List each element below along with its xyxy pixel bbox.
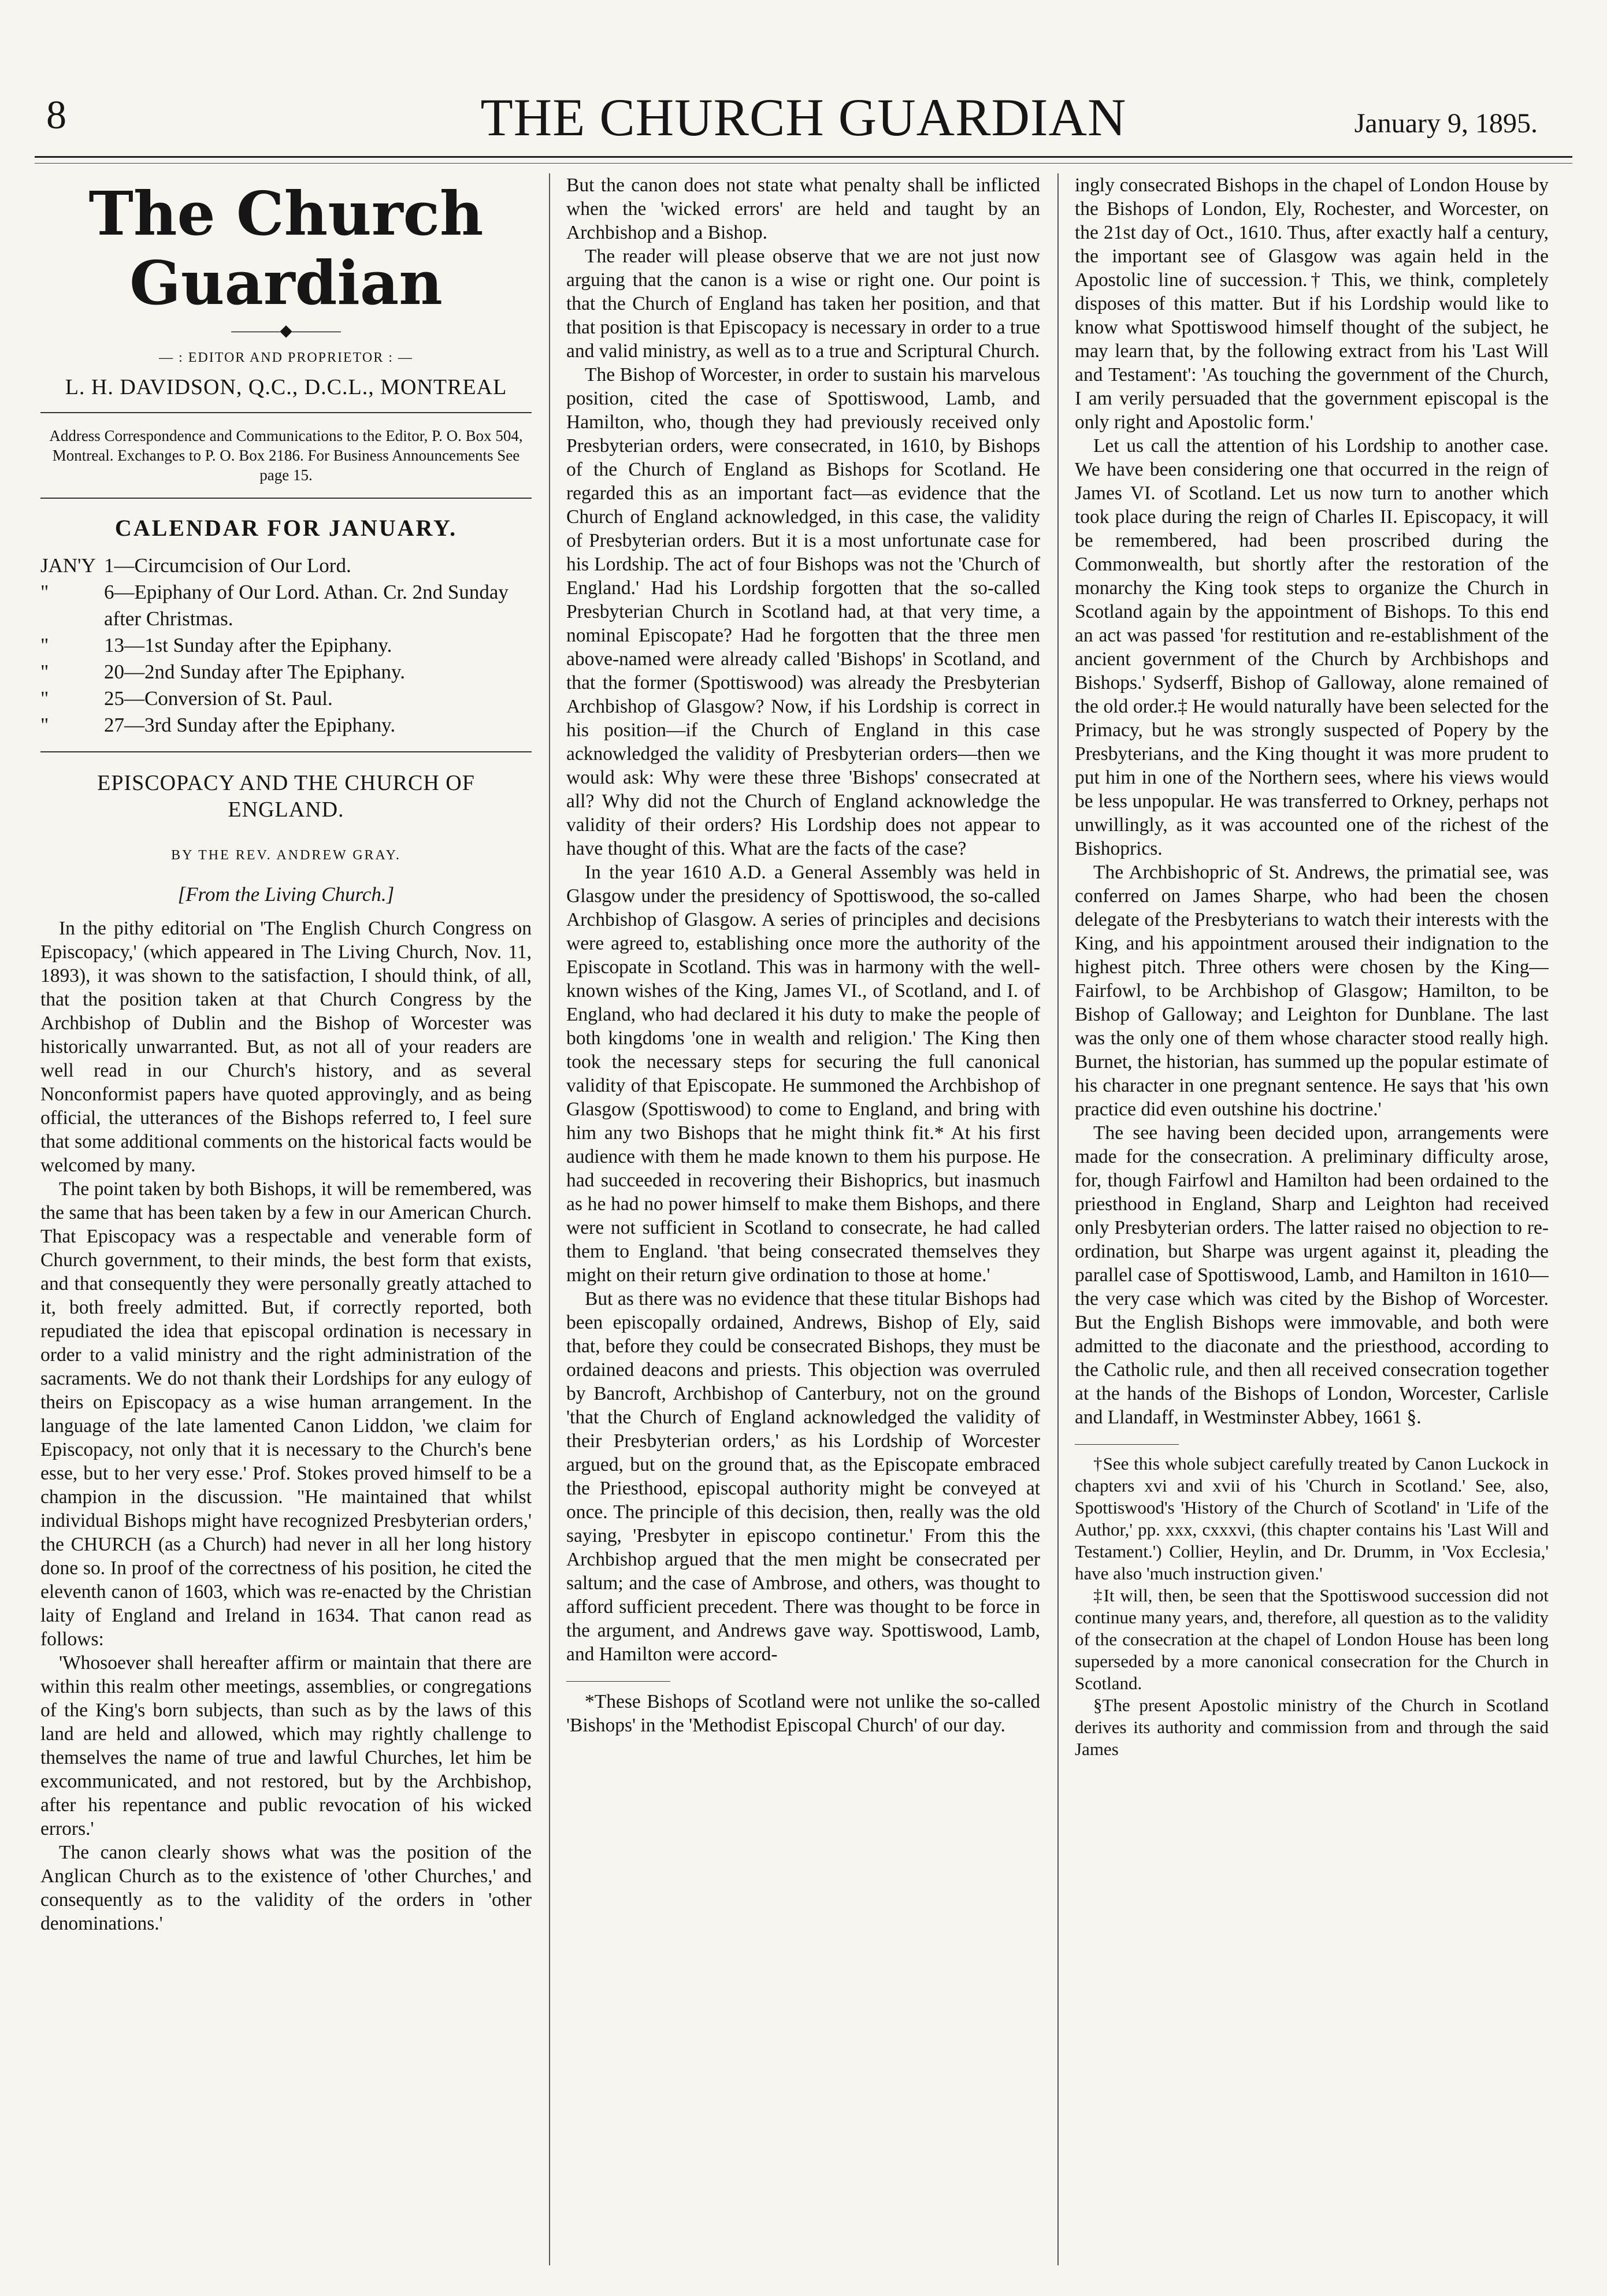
calendar-entry: " 13—1st Sunday after the Epiphany. bbox=[40, 634, 392, 656]
paragraph: The see having been decided upon, arrangements were made for the consecration. A preliminary difficulty arose, for, though Fairfowl and Hamilton had been ordained to the priesthood in England, Sharp and Leighton had received only Presbyterian orders. The latter raised no objection to re-ordination, but Sharpe was urgent against it, pleading the parallel case of Spottiswood, Lamb, and Hamilton in 1610—the very case which was cited by the Bishop of Worcester. But the English Bishops were immovable, and both were admitted to the diaconate and the priesthood, according to the Catholic rule, and then all received consecration together at the hands of the Bishops of London, Worcester, Carlisle and Llandaff, in Westminster Abbey, 1661 §. bbox=[1075, 1122, 1549, 1428]
editor-label: — : EDITOR AND PROPRIETOR : — bbox=[159, 350, 413, 365]
paragraph: But the canon does not state what penalty shall be inflicted when the 'wicked errors' are held and taught by an Archbishop and a Bishop. bbox=[566, 175, 1040, 243]
column-divider bbox=[1057, 173, 1059, 2265]
footnote: §The present Apostolic ministry of the Church in Scotland derives its authority and commission from and through the said James bbox=[1075, 1695, 1549, 1759]
paragraph: The reader will please observe that we are not just now arguing that the canon is a wise or right one. Our point is that the Church of England has taken her position, and that that position is that Episcopacy is necessary in order to a true and valid ministry, as well as to a true and Scriptural Church. bbox=[566, 246, 1040, 362]
calendar-entry: " 6—Epiphany of Our Lord. Athan. Cr. 2nd Sunday after Christmas. bbox=[40, 581, 509, 630]
paragraph: The point taken by both Bishops, it will be remembered, was the same that has been taken by a few in our American Church. That Episcopacy was a respectable and venerable form of Church government, to their minds, the best form that exists, and that consequently they were personally greatly attached to it, both freely admitted. But, if correctly reported, both repudiated the idea that episcopal ordination is necessary in order to a valid ministry and the right administration of the sacraments. We do not thank their Lordships for any eulogy of theirs on Episcopacy as a wise human arrangement. In the language of the late lamented Canon Liddon, 'we claim for Episcopacy, not only that it is necessary to the Church's bene esse, but to her very esse.' Prof. Stokes proved himself to be a champion in the discussion. "He maintained that whilst individual Bishops might have recognized Presbyterian orders,' the CHURCH (as a Church) had never in all her long history done so. In proof of the correctness of his position, he cited the eleventh canon of 1603, which was re-enacted by the Christian laity of England and Ireland in 1634. That canon read as follows: bbox=[40, 1178, 532, 1650]
page-number: 8 bbox=[46, 93, 66, 138]
column-2 bbox=[566, 173, 1040, 2277]
article-rule bbox=[40, 751, 532, 752]
paragraph: In the pithy editorial on 'The English Church Congress on Episcopacy,' (which appeared in The Living Church, Nov. 11, 1893), it was shown to the satisfaction, I should think, of all, that the position taken at that Church Congress by the Archbishop of Dublin and the Bishop of Worcester was historically unwarranted. But, as not all of your readers are well read in our Church's history, and as several Nonconformist papers have quoted approvingly, and as being official, the utterances of the Bishops referred to, I feel sure that some additional comments on the historical facts would be welcomed by many. bbox=[40, 918, 532, 1176]
paragraph: In the year 1610 A.D. a General Assembly was held in Glasgow under the presidency of Spottiswood, the so-called Archbishop of Glasgow. A series of principles and decisions were agreed to, establishing once more the authority of the Episcopate in Scotland. This was in harmony with the well-known wishes of the King, James VI., of Scotland, and I. of England, who had declared it his duty to make the people of both kingdoms 'one in wealth and religion.' The King then took the necessary steps for securing the full canonical validity of that Episcopate. He summoned the Archbishop of Glasgow (Spottiswood) to come to England, and bring with him any two Bishops that he might think fit.* At his first audience with them he made known to them his purpose. He had succeeded in recovering their Bishoprics, but inasmuch as he had no power himself to make them Bishops, and there were not sufficient in Scotland to consecrate, he had called them to England. 'that being consecrated themselves they might on their return give ordination to those at home.' bbox=[566, 862, 1040, 1286]
paragraph: 'Whosoever shall hereafter affirm or maintain that there are within this realm other meetings, assemblies, or congregations of the King's born subjects, than such as by the laws of this land are held and allowed, which may rightly challenge to themselves the name of true and lawful Churches, let him be excommunicated, and not restored, but by the Archbishop, after his repentance and public revocation of his wicked errors.' bbox=[40, 1652, 532, 1839]
column-1 bbox=[40, 173, 532, 2277]
paragraph: The canon clearly shows what was the position of the Anglican Church as to the existence of 'other Churches,' and consequently as to the validity of the orders in 'other denominations.' bbox=[40, 1842, 532, 1934]
footnote: ‡It will, then, be seen that the Spottiswood succession did not continue many years, and, therefore, all question as to the validity of the consecration at the chapel of London House has been long superseded by a more canonical consecration for the Church in Scotland. bbox=[1075, 1585, 1549, 1693]
address-note: Address Correspondence and Communications to the Editor, P. O. Box 504, Montreal. Exchanges to P. O. Box 2186. For Business Announcements See page 15. bbox=[49, 427, 523, 484]
calendar-heading: CALENDAR FOR JANUARY. bbox=[114, 515, 458, 541]
calendar-entry: " 25—Conversion of St. Paul. bbox=[40, 687, 333, 710]
calendar-rule bbox=[40, 498, 532, 499]
paragraph: The Bishop of Worcester, in order to sustain his marvelous position, cited the case of Spottiswood, Lamb, and Hamilton, who, though they had previously received only Presbyterian orders, were consecrated, in 1610, by Bishops of the Church of England as Bishops for Scotland. He regarded this as an important fact—as evidence that the Church of England acknowledged, in this case, the validity of Presbyterian orders. But it is a most unfortunate case for his Lordship. The act of four Bishops was not the 'Church of England.' Had his Lordship forgotten that the so-called Presbyterian Church in Scotland had, at that very time, a nominal Episcopate? Had he forgotten that the three men above-named were already called 'Bishops' in Scotland, and that the former (Spottiswood) was already the Presbyterian Archbishop of Glasgow? Now, if his Lordship is correct in his position—if the Church of England in this case acknowledged the validity of Presbyterian orders—then we would ask: Why were these three 'Bishops' consecrated at all? Why did not the Church of England acknowledge the validity of their orders? His Lordship does not appear to have thought of this. What are the facts of the case? bbox=[566, 364, 1040, 859]
page-header bbox=[35, 87, 1572, 150]
paragraph: ingly consecrated Bishops in the chapel of London House by the Bishops of London, Ely, Rochester, and Worcester, on the 21st day of Oct., 1610. Thus, after exactly half a century, the important see of Glasgow was again held in the Apostolic line of succession.† This, we think, completely disposes of this matter. But if his Lordship would like to know what Spottiswood himself thought of the subject, he may learn that, by the following extract from his 'Last Will and Testament': 'As touching the government of the Church, I am verily persuaded that the government episcopal is the only right and Apostolic form.' bbox=[1075, 175, 1549, 433]
footnote: †See this whole subject carefully treated by Canon Luckock in chapters xvi and xvii of his 'Church in Scotland.' See, also, Spottiswood's 'History of the Church of Scotland' in 'Life of the Author,' pp. xxx, cxxxvi, (this chapter contains his 'Last Will and Testament.') Collier, Heylin, and Dr. Drumm, in 'Vox Ecclesia,' have also 'much instruction given.' bbox=[1075, 1453, 1549, 1583]
calendar-entry: " 27—3rd Sunday after the Epiphany. bbox=[40, 714, 396, 736]
paper-title: THE CHURCH GUARDIAN bbox=[480, 88, 1127, 147]
paragraph: Let us call the attention of his Lordship to another case. We have been considering one that occurred in the reign of James VI. of Scotland. Let us now turn to another which took place during the reign of Charles II. Episcopacy, it will be remembered, had been proscribed during the Commonwealth, but shortly after the restoration of the monarchy the King took steps to organize the Church in Scotland again by the appointment of Bishops. To this end an act was passed 'for restitution and re-establishment of the ancient government of the Church by Archbishops and Bishops.' Sydserff, Bishop of Galloway, alone remained of the old order.‡ He would naturally have been selected for the Primacy, but he was strongly suspected of Popery by the Presbyterians, and the King thought it was more prudent to put him in one of the Northern sees, where his views would be less unpopular. He was transferred to Orkney, perhaps not unwillingly, as it was accounted one of the richest of the Bishoprics. bbox=[1075, 435, 1549, 859]
issue-date: January 9, 1895. bbox=[1354, 108, 1538, 139]
article-title: EPISCOPACY AND THE CHURCH OF ENGLAND. bbox=[97, 771, 475, 822]
column-3 bbox=[1075, 173, 1549, 2277]
calendar-entry: " 20—2nd Sunday after The Epiphany. bbox=[40, 661, 406, 683]
footnote-rule bbox=[1075, 1444, 1179, 1445]
ornament-rule: ———◆——— bbox=[231, 322, 341, 340]
footnotes bbox=[1075, 1453, 1549, 1760]
paragraph: The Archbishopric of St. Andrews, the primatial see, was conferred on James Sharpe, who had been the chosen delegate of the Presbyterians to watch their interests with the King, and his appointment aroused their indignation to the highest pitch. Three others were chosen by the King—Fairfowl, to be Archbishop of Glasgow; Hamilton, to be Bishop of Galloway; and Leighton for Dunblane. The last was the only one of them whose character stood really high. Burnet, the historian, has summed up the popular estimate of his character in one pregnant sentence. He says that 'his own practice did even outshine his doctrine.' bbox=[1075, 862, 1549, 1120]
editor-name: L. H. DAVIDSON, Q.C., D.C.L., MONTREAL bbox=[65, 375, 507, 399]
calendar-entry: JAN'Y 1—Circumcision of Our Lord. bbox=[40, 554, 351, 577]
footnote-rule bbox=[566, 1681, 670, 1682]
header-rule bbox=[35, 156, 1572, 158]
footnote: *These Bishops of Scotland were not unlike the so-called 'Bishops' in the 'Methodist Episcopal Church' of our day. bbox=[566, 1691, 1040, 1736]
paragraph: But as there was no evidence that these titular Bishops had been episcopally ordained, Andrews, Bishop of Ely, said that, before they could be consecrated Bishops, they must be ordained deacons and priests. This objection was overruled by Bancroft, Archbishop of Canterbury, not on the ground 'that the Church of England acknowledged the validity of their Presbyterian orders,' as his Lordship of Worcester argued, but on the ground that, as the Episcopate embraced the Priesthood, episcopal authority might be conveyed at once. The principle of this decision, then, really was the old saying, 'Presbyter in episcopo continetur.' From this the Archbishop argued that the men might be consecrated per saltum; and the case of Ambrose, and others, was thought to afford sufficient precedent. There was thought to be force in the argument, and Andrews gave way. Spottiswood, Lamb, and Hamilton were accord- bbox=[566, 1288, 1040, 1665]
header-rule-thin bbox=[35, 163, 1572, 164]
column-divider bbox=[549, 173, 550, 2265]
masthead-rule bbox=[40, 412, 532, 413]
masthead-title: The Church Guardian bbox=[88, 178, 484, 318]
article-source: [From the Living Church.] bbox=[177, 883, 395, 906]
article-byline: BY THE REV. ANDREW GRAY. bbox=[171, 848, 401, 863]
